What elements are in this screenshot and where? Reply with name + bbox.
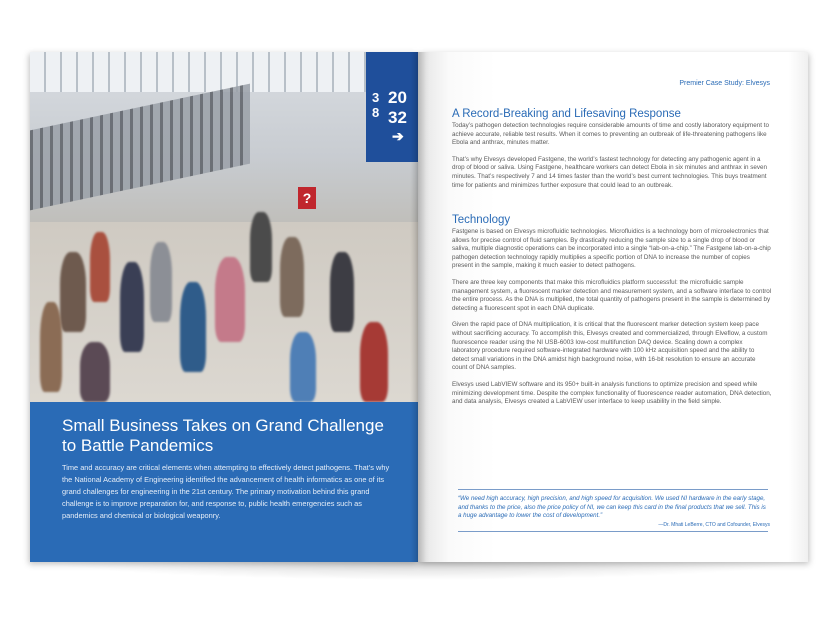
quote-attribution: —Dr. Mhati LeBerre, CTO and Cofounder, Elvesys: [658, 522, 770, 528]
crowd-figure: [215, 257, 245, 342]
skylight-roof: [30, 52, 370, 92]
gate-sign-number: 32: [388, 108, 407, 127]
left-page: [30, 52, 418, 562]
crowd-figure: [250, 212, 272, 282]
page-title: Small Business Takes on Grand Challenge to Battle Pandemics: [62, 416, 384, 455]
gate-sign-left: 3 8: [372, 90, 380, 120]
paragraph: Given the rapid pace of DNA multiplication, it is critical that the fluorescent marker detection system keep pace without sacrificing accuracy. To accomplish this, Elvesys created and commercialized, through Elveflow, a custom fluorescence reader using the NI USB-6003 low-cost multifunction DAQ device. Scaling down a complex laboratory procedure required software-integrated hardware with 100 kHz acquisition speed and the ability to detect small variations in the DNA amidst high background noise, with 16-bit resolution to ensure an accurate count of DNA samples.: [452, 321, 768, 372]
crowd-figure: [180, 282, 206, 372]
intro-panel: [30, 402, 418, 562]
crowd-figure: [40, 302, 62, 392]
paragraph: That’s why Elvesys developed Fastgene, the world’s fastest technology for detecting any pathogenic agent in a drop of blood or saliva. Using Fastgene, healthcare workers can detect Ebola in six minutes and anthrax in seven minutes. That’s respectively 7 and 14 times faster than the world’s best current technologies. This buys treatment time for patients and minimizes further exposure that could lead to an outbreak.: [452, 155, 768, 189]
right-page: [418, 52, 808, 562]
arrow-right-icon: ➔: [392, 128, 404, 144]
crowd-figure: [120, 262, 144, 352]
quote-rule-bottom: [458, 531, 768, 532]
crowd-figure: [80, 342, 110, 402]
section-body: [452, 228, 772, 407]
quote-rule-top: [458, 489, 768, 490]
crowd-figure: [290, 332, 316, 402]
crowd-figure: [90, 232, 110, 302]
crowd-figure: [330, 252, 354, 332]
balcony-railing: [30, 84, 250, 211]
case-study-header: Premier Case Study: Elvesys: [679, 80, 770, 87]
brochure-spread: [30, 52, 808, 562]
airport-crowd-photo: [30, 52, 418, 402]
intro-text: Time and accuracy are critical elements when attempting to effectively detect pathogens. That’s why the National Academy of Engineering identified the advancement of health informatics as one of its grand challenges for engineering in the 21st century. The primary motivation behind this grand challenge is to improve preparation for, and response to, public health emergencies such as pandemics and chemical or biological weaponry.: [62, 463, 390, 520]
paragraph: Today’s pathogen detection technologies require considerable amounts of time and costly laboratory equipment to achieve accurate, reliable test results. When it comes to preventing an outbreak of life-threatening pathogens like Ebola and anthrax, minutes matter.: [452, 122, 770, 147]
section-heading: A Record-Breaking and Lifesaving Response: [452, 108, 681, 120]
crowd-figure: [360, 322, 388, 402]
section-body: [452, 122, 772, 190]
gate-sign-number: 20: [388, 88, 407, 107]
crowd-figure: [280, 237, 304, 317]
paragraph: There are three key components that make this microfluidics platform successful: the microfluidic sample management system, a fluorescent marker detection and measurement system, and a software interface to control the entire process. As the DNA is multiplied, the total quantity of pathogens present in the sample is determined by detecting a fluorescent spot in each DNA duplicate.: [452, 278, 772, 312]
section-heading: Technology: [452, 214, 511, 226]
paragraph: Fastgene is based on Elvesys microfluidic technologies. Microfluidics is a technology born of microelectronics that allows for precise control of fluid samples. By drastically reducing the sample size to a single drop of blood or saliva, multiple diagnostic operations can be incorporated into a single “lab-on-a-chip.” The Fastgene lab-on-a-chip pathogen detection technology rapidly multiplies a specific portion of DNA to increase the number of copies present in the sample, making it much easier to detect pathogens.: [452, 228, 771, 270]
pull-quote: “We need high accuracy, high precision, and high speed for acquisition. We used NI hardware in the early stage, and thanks to the price, also the price policy of NI, we can keep this card in the final products that we sell. This is a huge advantage to lower the cost of development.”: [458, 495, 766, 519]
crowd-figure: [150, 242, 172, 322]
info-sign: ?: [298, 187, 316, 209]
crowd-figure: [60, 252, 86, 332]
paragraph: Elvesys used LabVIEW software and its 950+ built-in analysis functions to optimize precision and speed while minimizing development time. Despite the complex functionality of fluorescence reader automation, DNA detection, and data analysis, Elvesys created a LabVIEW user interface to keep usability in the field simple.: [452, 380, 772, 406]
gate-sign: [366, 52, 418, 162]
